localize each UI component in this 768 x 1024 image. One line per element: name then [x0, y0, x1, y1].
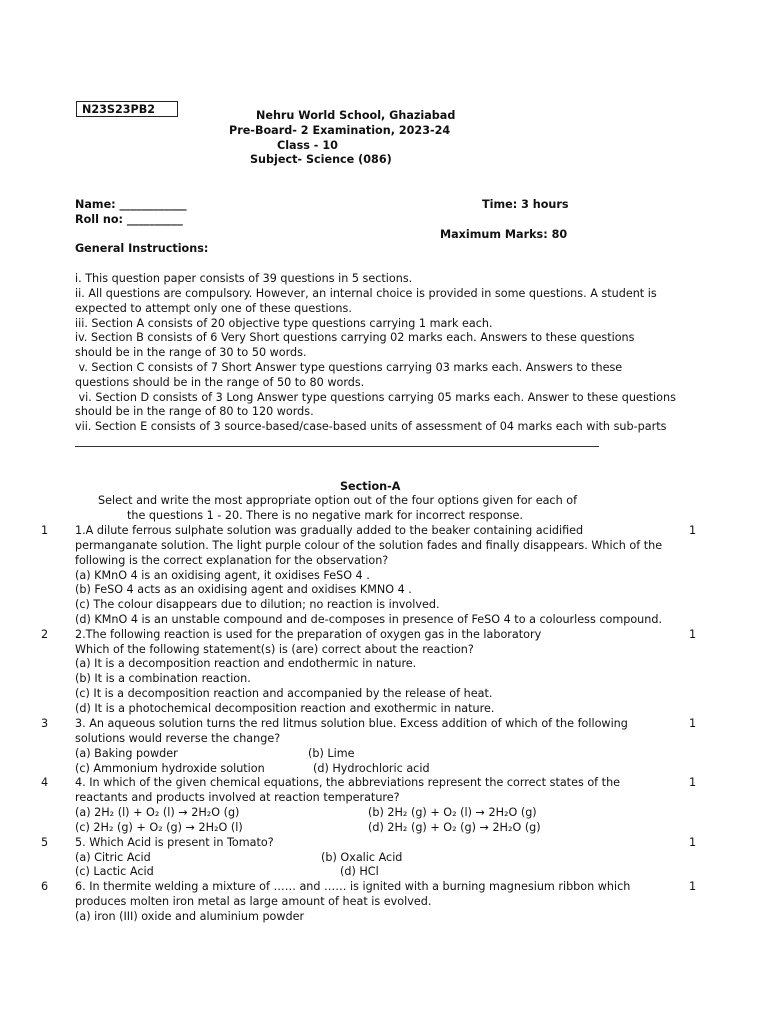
question-option: (b) It is a combination reaction. — [75, 672, 251, 685]
section-a-intro: Select and write the most appropriate option out of the four options given for each of — [98, 494, 578, 507]
question-text: solutions would reverse the change? — [75, 732, 281, 745]
instructions-heading: General Instructions: — [75, 242, 209, 255]
question-text: reactants and products involved at reaction temperature? — [75, 791, 400, 804]
question-text: following is the correct explanation for the observation? — [75, 554, 389, 567]
question-number: 6 — [41, 880, 49, 893]
question-option: (c) 2H₂ (g) + O₂ (g) → 2H₂O (l) — [75, 821, 243, 834]
question-option: (a) KMnO 4 is an oxidising agent, it oxidises FeSO 4 . — [75, 569, 370, 582]
time-label: Time: 3 hours — [482, 198, 569, 211]
instruction-line: questions should be in the range of 50 to 80 words. — [75, 376, 365, 389]
question-marks: 1 — [689, 880, 697, 893]
instruction-line: expected to attempt only one of these questions. — [75, 302, 352, 315]
question-text: 1.A dilute ferrous sulphate solution was gradually added to the beaker containing acidified — [75, 524, 584, 537]
instruction-line: vi. Section D consists of 3 Long Answer type questions carrying 05 marks each. Answer to these questions — [75, 391, 676, 404]
question-marks: 1 — [689, 717, 697, 730]
question-text: 6. In thermite welding a mixture of …… and …… is ignited with a burning magnesium ribbon which — [75, 880, 631, 893]
question-option: (c) It is a decomposition reaction and accompanied by the release of heat. — [75, 687, 493, 700]
question-marks: 1 — [689, 776, 697, 789]
question-text: 5. Which Acid is present in Tomato? — [75, 836, 274, 849]
divider-rule — [75, 446, 599, 447]
question-option: (c) Ammonium hydroxide solution — [75, 762, 265, 775]
subject-label: Subject- Science (086) — [250, 153, 392, 166]
question-text: permanganate solution. The light purple colour of the solution fades and finally disappears. Which of the — [75, 539, 663, 552]
instruction-line: vii. Section E consists of 3 source-based/case-based units of assessment of 04 marks each with sub-parts — [75, 420, 667, 433]
question-option: (b) 2H₂ (g) + O₂ (l) → 2H₂O (g) — [368, 806, 537, 819]
question-option: (a) 2H₂ (l) + O₂ (l) → 2H₂O (g) — [75, 806, 240, 819]
question-text: 3. An aqueous solution turns the red litmus solution blue. Excess addition of which of the following — [75, 717, 628, 730]
question-option: (a) iron (III) oxide and aluminium powder — [75, 910, 305, 923]
question-number: 5 — [41, 836, 49, 849]
question-option: (c) Lactic Acid — [75, 865, 154, 878]
section-a-title: Section-A — [340, 480, 401, 493]
question-number: 3 — [41, 717, 49, 730]
instruction-line: iv. Section B consists of 6 Very Short questions carrying 02 marks each. Answers to these questions — [75, 331, 635, 344]
question-option: (d) 2H₂ (g) + O₂ (g) → 2H₂O (g) — [368, 821, 541, 834]
question-option: (d) HCl — [340, 865, 379, 878]
instruction-line: i. This question paper consists of 39 questions in 5 sections. — [75, 272, 413, 285]
question-marks: 1 — [689, 628, 697, 641]
question-marks: 1 — [689, 524, 697, 537]
name-field: Name: ____________ — [75, 198, 187, 211]
question-text: 4. In which of the given chemical equations, the abbreviations represent the correct states of the — [75, 776, 621, 789]
instruction-line: v. Section C consists of 7 Short Answer type questions carrying 03 marks each. Answers to these — [75, 361, 623, 374]
school-name: Nehru World School, Ghaziabad — [256, 109, 456, 122]
question-option: (b) Oxalic Acid — [321, 851, 403, 864]
question-option: (b) FeSO 4 acts as an oxidising agent and oxidises KMNO 4 . — [75, 583, 412, 596]
question-option: (a) Citric Acid — [75, 851, 151, 864]
instruction-line: ii. All questions are compulsory. However, an internal choice is provided in some questions. A student is — [75, 287, 657, 300]
question-option: (d) Hydrochloric acid — [313, 762, 430, 775]
instruction-line: should be in the range of 30 to 50 words. — [75, 346, 307, 359]
instruction-line: iii. Section A consists of 20 objective type questions carrying 1 mark each. — [75, 317, 493, 330]
question-number: 1 — [41, 524, 49, 537]
instruction-line: should be in the range of 80 to 120 words. — [75, 405, 314, 418]
question-text: produces molten iron metal as large amount of heat is evolved. — [75, 895, 432, 908]
question-marks: 1 — [689, 836, 697, 849]
question-option: (a) It is a decomposition reaction and endothermic in nature. — [75, 657, 417, 670]
question-number: 4 — [41, 776, 49, 789]
question-option: (d) It is a photochemical decomposition reaction and exothermic in nature. — [75, 702, 495, 715]
question-option: (b) Lime — [308, 747, 355, 760]
exam-title: Pre-Board- 2 Examination, 2023-24 — [229, 124, 451, 137]
question-number: 2 — [41, 628, 49, 641]
question-option: (a) Baking powder — [75, 747, 178, 760]
roll-field: Roll no: __________ — [75, 213, 183, 226]
class-label: Class - 10 — [277, 139, 338, 152]
question-text: Which of the following statement(s) is (are) correct about the reaction? — [75, 643, 474, 656]
max-marks-label: Maximum Marks: 80 — [440, 228, 568, 241]
section-a-intro: the questions 1 - 20. There is no negative mark for incorrect response. — [127, 509, 523, 522]
question-option: (c) The colour disappears due to dilution; no reaction is involved. — [75, 598, 440, 611]
paper-code-box: N23S23PB2 — [76, 101, 178, 117]
question-text: 2.The following reaction is used for the preparation of oxygen gas in the laboratory — [75, 628, 542, 641]
question-option: (d) KMnO 4 is an unstable compound and de-composes in presence of FeSO 4 to a colourless compound. — [75, 613, 663, 626]
